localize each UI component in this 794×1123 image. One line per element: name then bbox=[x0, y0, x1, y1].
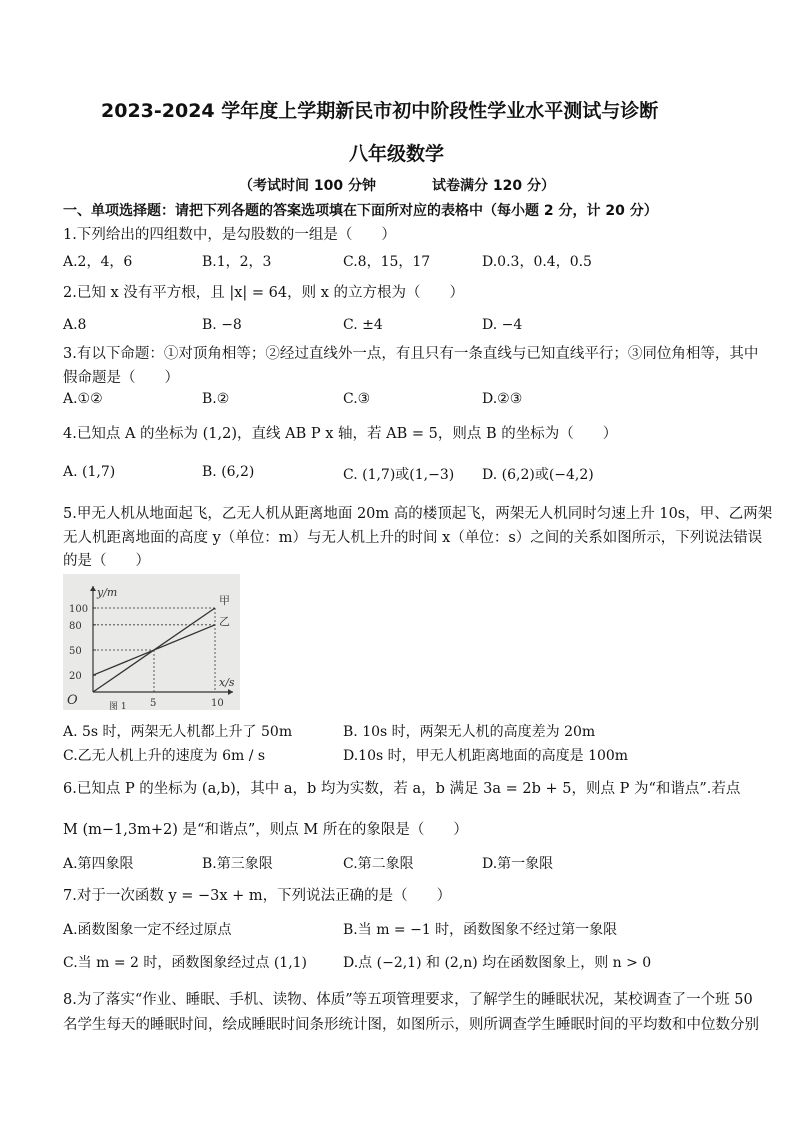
option-c: C.乙无人机上升的速度为 6m / s bbox=[63, 748, 266, 764]
option-a: A. (1,7) bbox=[63, 464, 116, 480]
question-8-stem-line-2: 名学生每天的睡眠时间，绘成睡眠时间条形统计图，如图所示，则所调查学生睡眠时间的平均数和中位数分别 bbox=[63, 1017, 759, 1033]
option-b: B. −8 bbox=[202, 317, 242, 333]
option-d: D.点 (−2,1) 和 (2,n) 均在函数图象上，则 n > 0 bbox=[343, 955, 652, 971]
question-7-stem: 7.对于一次函数 y = −3x + m，下列说法正确的是（ ） bbox=[63, 888, 452, 904]
question-4-stem: 4.已知点 A 的坐标为 (1,2)，直线 AB P x 轴，若 AB = 5，则点 B 的坐标为（ ） bbox=[63, 426, 618, 442]
question-5-stem-line-2: 无人机距离地面的高度 y（单位：m）与无人机上升的时间 x（单位：s）之间的关系如图所示，下列说法错误 bbox=[63, 530, 763, 546]
question-3-stem-line-2: 假命题是（ ） bbox=[63, 370, 179, 386]
y-tick-label: 50 bbox=[69, 646, 82, 657]
x-tick-label: 10 bbox=[211, 698, 224, 709]
line-graph bbox=[63, 574, 240, 710]
option-c: C.③ bbox=[343, 391, 371, 407]
question-8-stem-line-1: 8.为了落实“作业、睡眠、手机、读物、体质”等五项管理要求，了解学生的睡眠状况，某校调查了一个班 50 bbox=[63, 992, 753, 1008]
option-d: D.0.3，0.4，0.5 bbox=[482, 254, 592, 270]
option-c: C.当 m = 2 时，函数图象经过点 (1,1) bbox=[63, 955, 308, 971]
option-c: C. ±4 bbox=[343, 317, 383, 333]
option-b: B.第三象限 bbox=[202, 856, 273, 872]
option-d: D.10s 时，甲无人机距离地面的高度是 100m bbox=[343, 748, 629, 764]
series-label-2: 乙 bbox=[219, 614, 230, 628]
full-score: 试卷满分 120 分） bbox=[432, 178, 555, 194]
section-heading: 一、单项选择题：请把下列各题的答案选项填在下面所对应的表格中（每小题 2 分，计 20 分） bbox=[63, 203, 658, 219]
option-a: A.第四象限 bbox=[63, 856, 134, 872]
option-a: A.函数图象一定不经过原点 bbox=[63, 922, 232, 938]
option-b: B. (6,2) bbox=[202, 464, 255, 480]
option-d: D. −4 bbox=[482, 317, 523, 333]
question-5-stem-line-1: 5.甲无人机从地面起飞，乙无人机从距离地面 20m 高的楼顶起飞，两架无人机同时匀速上升 10s，甲、乙两架 bbox=[63, 506, 773, 522]
x-axis-label: x/s bbox=[219, 676, 235, 689]
option-d: D.②③ bbox=[482, 391, 523, 407]
y-tick-label: 80 bbox=[69, 620, 82, 632]
figure-background bbox=[63, 574, 240, 710]
option-d: D. (6,2)或(−4,2) bbox=[482, 467, 594, 483]
option-c: C. (1,7)或(1,−3) bbox=[343, 467, 455, 483]
y-tick-label: 20 bbox=[69, 671, 82, 683]
option-a: A.2，4，6 bbox=[63, 254, 133, 270]
option-b: B.1，2，3 bbox=[202, 254, 272, 270]
exam-time: （考试时间 100 分钟 bbox=[239, 178, 376, 194]
x-tick-label: 5 bbox=[150, 698, 157, 709]
question-5-figure bbox=[63, 574, 240, 710]
question-2-stem: 2.已知 x 没有平方根，且 |x| = 64，则 x 的立方根为（ ） bbox=[63, 285, 464, 301]
question-1-stem: 1.下列给出的四组数中，是勾股数的一组是（ ） bbox=[63, 227, 396, 243]
figure-caption: 图 1 bbox=[109, 702, 127, 710]
page-title: 2023-2024 学年度上学期新民市初中阶段性学业水平测试与诊断 bbox=[101, 100, 659, 122]
y-tick-label: 100 bbox=[69, 604, 89, 615]
y-axis-label: y/m bbox=[97, 586, 118, 599]
question-5-stem-line-3: 的是（ ） bbox=[63, 553, 150, 569]
option-a: A.8 bbox=[63, 317, 87, 333]
origin-label: O bbox=[67, 693, 78, 708]
question-3-stem-line-1: 3.有以下命题：①对顶角相等；②经过直线外一点，有且只有一条直线与已知直线平行；③同位角相等，其中 bbox=[63, 346, 759, 362]
question-6-stem-line-2: M (m−1,3m+2) 是“和谐点”，则点 M 所在的象限是（ ） bbox=[63, 822, 468, 838]
option-d: D.第一象限 bbox=[482, 856, 554, 872]
option-b: B. 10s 时，两架无人机的高度差为 20m bbox=[343, 724, 596, 740]
question-6-stem-line-1: 6.已知点 P 的坐标为 (a,b)，其中 a，b 均为实数，若 a，b 满足 3a = 2b + 5，则点 P 为“和谐点”.若点 bbox=[63, 781, 741, 797]
option-a: A.①② bbox=[63, 391, 103, 407]
option-c: C.第二象限 bbox=[343, 856, 414, 872]
option-a: A. 5s 时，两架无人机都上升了 50m bbox=[63, 724, 293, 740]
option-c: C.8，15，17 bbox=[343, 254, 431, 270]
option-b: B.当 m = −1 时，函数图象不经过第一象限 bbox=[343, 922, 618, 938]
series-label-1: 甲 bbox=[219, 594, 230, 607]
subject-title: 八年级数学 bbox=[349, 143, 445, 165]
option-b: B.② bbox=[202, 391, 230, 407]
